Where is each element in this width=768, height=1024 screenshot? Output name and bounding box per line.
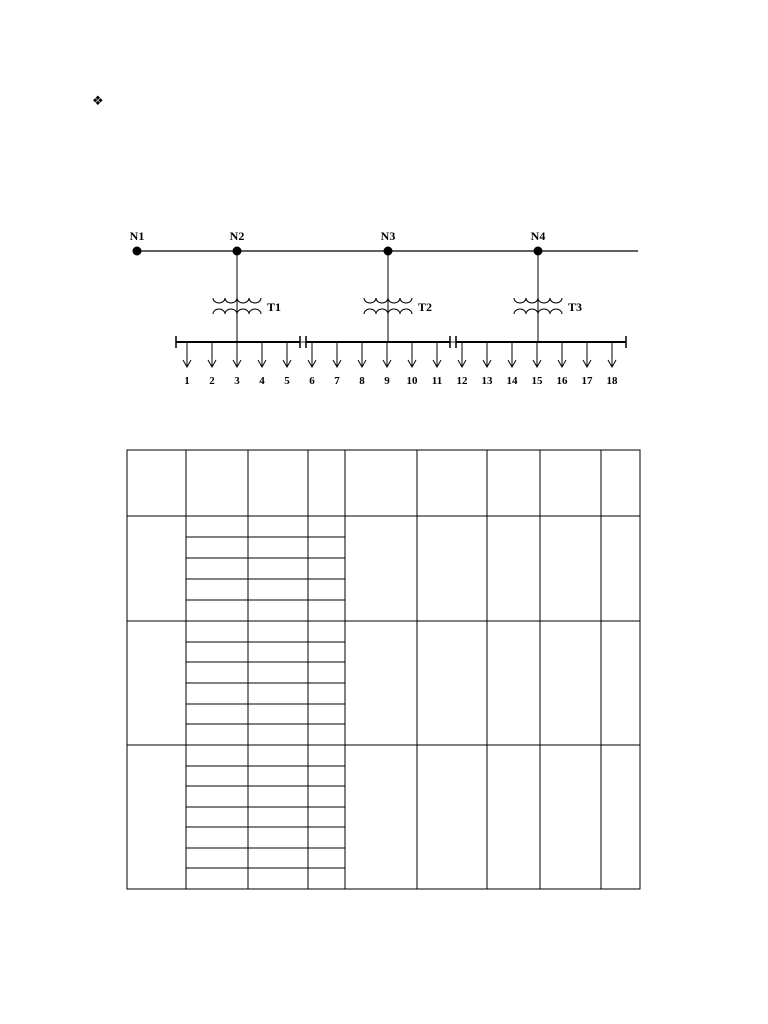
- node-label: N1: [129, 229, 145, 243]
- node-label: N4: [530, 229, 546, 243]
- feeder-number: 7: [334, 375, 340, 387]
- node-label: N3: [380, 229, 396, 243]
- bullet-icon: ❖: [92, 94, 104, 109]
- feeder-number: 2: [209, 375, 215, 387]
- feeder-number: 1: [184, 375, 190, 387]
- transformer-label: T3: [568, 300, 583, 314]
- feeder-number: 12: [456, 375, 468, 387]
- feeder-number: 14: [506, 375, 518, 387]
- feeder-number: 15: [531, 375, 543, 387]
- transformer-label: T2: [418, 300, 433, 314]
- feeder-number: 6: [309, 375, 315, 387]
- feeder-number: 8: [359, 375, 365, 387]
- transformer-label: T1: [267, 300, 282, 314]
- feeder-number: 4: [259, 375, 265, 387]
- feeder-number: 5: [284, 375, 290, 387]
- feeder-number: 3: [234, 375, 240, 387]
- feeder-number: 18: [606, 375, 618, 387]
- feeder-number: 13: [481, 375, 493, 387]
- node-label: N2: [229, 229, 245, 243]
- feeder-number: 11: [431, 375, 443, 387]
- feeder-number: 9: [384, 375, 390, 387]
- feeder-number: 17: [581, 375, 593, 387]
- feeder-number: 16: [556, 375, 568, 387]
- feeder-number: 10: [406, 375, 418, 387]
